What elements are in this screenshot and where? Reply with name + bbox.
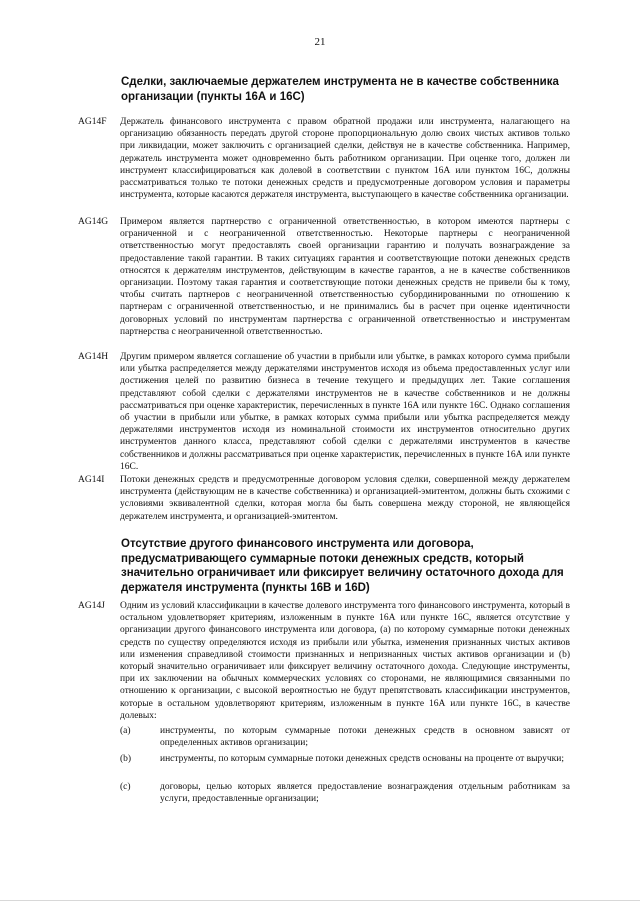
paragraph-ag14f — [78, 116, 570, 201]
paragraph-code: AG14J — [78, 601, 105, 611]
list-text: инструменты, по которым суммарные потоки денежных средств в основном зависят от определенных активов организации; — [160, 726, 570, 749]
paragraph-code: AG14F — [78, 117, 107, 127]
list-text: договоры, целью которых является предоставление вознаграждения отдельным работникам за услуги, предоставленные организации; — [160, 782, 570, 805]
paragraph-text: Одним из условий классификации в качестве долевого инструмента того финансового инструмента, который в остальном удовлетворяет критериям, изложенным в пункте 16А или пункте 16С, является отсутствие у организации другого финансового инструмента или договора, (а) по которому суммарные потоки денежных средств по существу определяются исходя из прибыли или убытка, изменения признанных чистых активов или изменения справедливой стоимости признанных и непризнанных чистых активов организации и (b) который значительно ограничивает или фиксирует величину остаточного дохода. Следующие инструменты, при их заключении на обычных коммерческих условиях со сторонами, не являющимися связанными по отношению к организации, с высокой вероятностью не будут препятствовать классификации инструментов, которые в остальном удовлетворяют критериям, изложенным в пункте 16А или пункте 16С, в качестве долевых: — [120, 601, 570, 721]
list-marker: (c) — [120, 782, 131, 792]
paragraph-text: Примером является партнерство с ограниченной ответственностью, в котором имеются партнеры с ограниченной и с неограниченной ответственностью. Некоторые партнеры с неограниченной ответственностью могут предоставлять своей организации гарантию и получать вознаграждение за предоставление такой гарантии. В таких ситуациях гарантия и соответствующие потоки денежных средств относятся к держателям инструментов, действующим в качестве гарантов, а не в качестве собственников организации. Поэтому такая гарантия и соответствующие потоки денежных средств не привели бы к тому, чтобы считать партнеров с неограниченной ответственностью субординированными по отношению к партнерам с ограниченной ответственностью, и не принимались бы в расчет при оценке идентичности договорных условий по инструментам партнерства с ограниченной ответственностью и инструментам партнерства с неограниченной ответственностью. — [120, 217, 570, 337]
list-item-c — [120, 781, 570, 805]
page-bottom-edge — [0, 900, 640, 901]
paragraph-text: Потоки денежных средств и предусмотренные договором условия сделки, совершенной между держателем инструмента (действующим не в качестве собственника) и организацией-эмитентом, должны быть схожими с условиями эквивалентной сделки, которая могла бы быть совершена между стороной, не являющейся держателем инструмента, и организацией-эмитентом. — [120, 475, 570, 522]
page-number: 21 — [314, 36, 326, 48]
paragraph-text: Держатель финансового инструмента с правом обратной продажи или инструмента, налагающего на организацию обязанность передать другой стороне пропорциональную долю своих чистых активов только при ликвидации, может заключить с организацией сделки, действуя не в качестве собственника. Например, держатель инструмента может одновременно быть работником организации. При оценке того, должен ли инструмент классифицироваться как долевой в соответствии с пунктом 16А или пунктом 16С, должны рассматриваться только те потоки денежных средств и предусмотренные договором условия и параметры инструмента, которые касаются держателя инструмента, выступающего в качестве собственника организации. — [120, 117, 570, 201]
paragraph-text: Другим примером является соглашение об участии в прибыли или убытке, в рамках которого сумма прибыли или убытка распределяется между держателями инструментов исходя из объема предоставленных услуг или достижения целей по развитию бизнеса в течение текущего и предыдущих лет. Такие соглашения представляют собой сделки с держателями инструментов не в качестве собственников и не должны рассматриваться при оценке характеристик, перечисленных в пункте 16А или пункте 16С. Однако соглашения об участии в прибыли или убытке, в рамках которых сумма прибыли или убытка распределяется между держателями инструментов исходя из номинальной стоимости их инструментов относительно других инструментов данного класса, представляют собой сделки с держателями инструментов в качестве собственников и должны рассматриваться при оценке характеристик, перечисленных в пункте 16А или пункте 16С. — [120, 352, 570, 472]
paragraph-code: AG14G — [78, 217, 109, 227]
paragraph-ag14j — [78, 600, 570, 722]
list-item-b — [120, 753, 570, 765]
list-text: инструменты, по которым суммарные потоки денежных средств основаны на проценте от выручки; — [160, 754, 565, 764]
paragraph-ag14g — [78, 216, 570, 338]
paragraph-ag14i — [78, 474, 570, 523]
list-marker: (a) — [120, 726, 131, 736]
section-heading: Отсутствие другого финансового инструмента или договора, предусматривающего суммарные потоки денежных средств, который значительно ограничивает или фиксирует величину остаточного дохода для держателя инструмента (пункты 16В и 16D) — [121, 538, 564, 594]
paragraph-code: AG14H — [78, 352, 109, 362]
paragraph-code: AG14I — [78, 475, 105, 485]
section-heading: Сделки, заключаемые держателем инструмента не в качестве собственника организации (пункты 16А и 16С) — [121, 76, 559, 103]
list-marker: (b) — [120, 754, 132, 764]
paragraph-ag14h — [78, 351, 570, 473]
list-item-a — [120, 725, 570, 749]
